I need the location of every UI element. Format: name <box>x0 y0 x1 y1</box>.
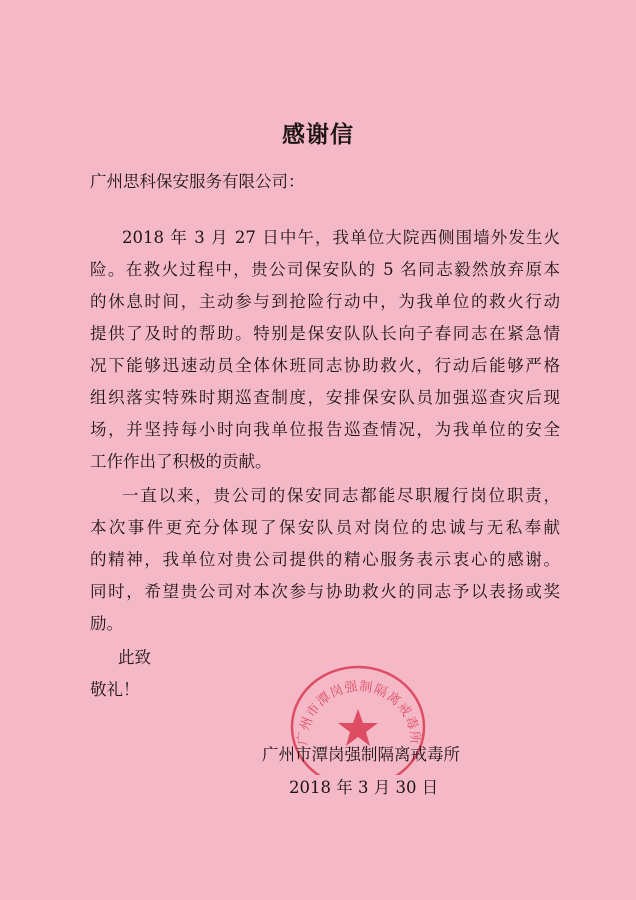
para1-line-5: 况下能够迅速动员全体休班同志协助救火，行动后能够严格 <box>90 356 560 375</box>
signature-organization: 广州市潭岗强制隔离戒毒所 <box>262 745 460 764</box>
para1-line-3: 的休息时间，主动参与到抢险行动中，为我单位的救火行动 <box>90 292 560 311</box>
svg-text:广州市潭岗强制隔离戒毒所: 广州市潭岗强制隔离戒毒所 <box>295 679 423 746</box>
para2-line-1: 一直以来，贵公司的保安同志都能尽职履行岗位职责， <box>122 486 560 505</box>
para1-line-2: 险。在救火过程中，贵公司保安队的 5 名同志毅然放弃原本 <box>90 260 560 279</box>
signature-date: 2018 年 3 月 30 日 <box>289 778 439 797</box>
para2-line-4: 同时，希望贵公司对本次参与协助救火的同志予以表扬或奖 <box>90 582 560 601</box>
seal-star-icon <box>338 709 378 746</box>
closing-cizhi: 此致 <box>118 648 151 667</box>
letter-title: 感谢信 <box>282 122 354 148</box>
para1-line-1: 2018 年 3 月 27 日中午，我单位大院西侧围墙外发生火 <box>122 228 560 247</box>
para1-line-8: 工作作出了积极的贡献。 <box>90 452 272 471</box>
para1-line-4: 提供了及时的帮助。特别是保安队队长向子春同志在紧急情 <box>90 324 560 343</box>
para2-line-3: 的精神，我单位对贵公司提供的精心服务表示衷心的感谢。 <box>90 550 560 569</box>
salutation: 广州思科保安服务有限公司： <box>90 172 305 191</box>
para1-line-7: 场，并坚持每小时向我单位报告巡查情况，为我单位的安全 <box>90 420 560 439</box>
para2-line-2: 本次事件更充分体现了保安队员对岗位的忠诚与无私奉献 <box>90 518 560 537</box>
closing-jingli: 敬礼！ <box>90 680 140 699</box>
para2-line-5: 励。 <box>90 614 123 633</box>
para1-line-6: 组织落实特殊时期巡查制度，安排保安队员加强巡查灾后现 <box>90 388 560 407</box>
